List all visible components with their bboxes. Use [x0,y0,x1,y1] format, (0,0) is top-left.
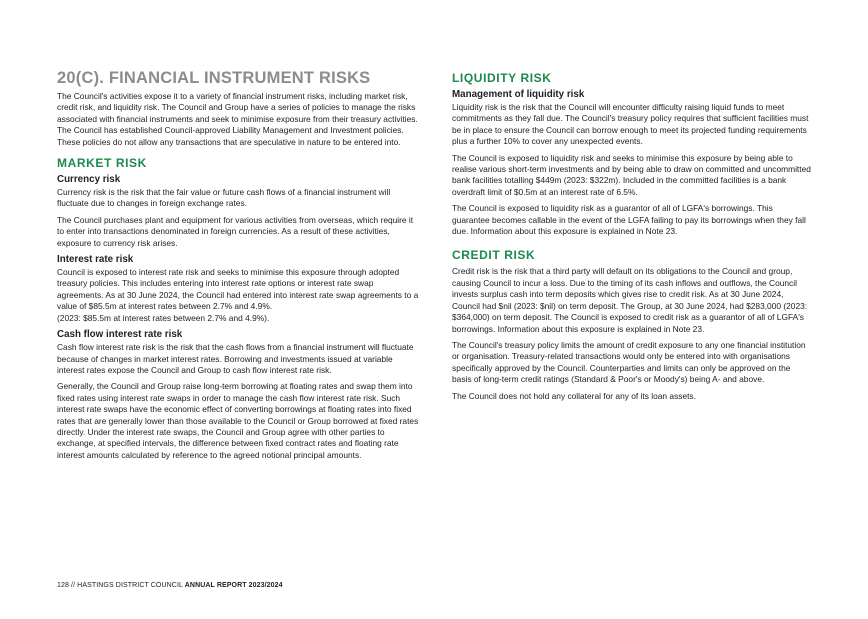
credit-paragraph-1: Credit risk is the risk that a third party will default on its obligations to the Council and group, causing Council to incur a loss. Due to the timing of its cash inflows and outflows, the Council invests surplus cash into term deposits which gives rise to credit risk. As at 30 June 2024, Council had $nil (2023: $nil) on term deposit. The Group, at 30 June 2024, had $283,000 (2023: $364,000) on term deposit. The Council is exposed to credit risk as a guarantor of all of LGFA's borrowings. Information about this exposure is explained in Note 23. [452,266,808,334]
page-footer [57,582,283,589]
footer-page-label: 128 // HASTINGS DISTRICT COUNCIL [57,582,185,589]
credit-paragraph-2: The Council's treasury policy limits the amount of credit exposure to any one financial institution or organisation. Treasury-related transactions would only be entered into with organisations specifically approved by the Council. Counterparties and limits can only be approved on the basis of long-term credit ratings (Standard & Poor's or Moody's) being A- and above. [452,339,806,385]
currency-risk-paragraph-2: The Council purchases plant and equipment for various activities from overseas, which require it to enter into transactions denominated in foreign currencies. As a result of these activities, exposure to currency risk arises. [57,214,414,248]
credit-risk-heading: CREDIT RISK [452,248,536,263]
liquidity-paragraph-2: The Council is exposed to liquidity risk and seeks to minimise this exposure by being able to realise various short-term investments and by being able to draw on committed and uncommitted bank facilities totalling $449m (2023: $322m). Included in the committed facilities is a bank overdraft limit of $0.5m at an interest rate of 6.5%. [452,152,811,197]
cash-flow-risk-heading: Cash flow interest rate risk [57,329,183,341]
right-column [452,68,812,407]
interest-rate-risk-prior-year: (2023: $85.5m at interest rates between 2.7% and 4.9%). [57,312,270,323]
market-risk-heading: MARKET RISK [57,156,147,171]
liquidity-risk-heading: LIQUIDITY RISK [452,71,552,85]
footer-report-title: ANNUAL REPORT 2023/2024 [184,582,283,589]
interest-rate-risk-heading: Interest rate risk [57,254,134,266]
cash-flow-risk-paragraph-2: Generally, the Council and Group raise long-term borrowing at floating rates and swap them into fixed rates using interest rate swaps in order to manage the cash flow interest rate risk. Such interest rate swaps have the economic effect of converting borrowings at floating rates into fixed rates that are generally lower than those available to the Council or Group borrowed at fixed rates directly. Under the interest rate swaps, the Council and Group agree with other parties to exchange, at specified intervals, the difference between fixed contract rates and floating rate interest amounts calculated by reference to the agreed notional principal amounts. [57,381,419,460]
credit-paragraph-3: The Council does not hold any collateral for any of its loan assets. [452,390,696,401]
liquidity-paragraph-1: Liquidity risk is the risk that the Council will encounter difficulty raising liquid funds to meet commitments as they fall due. The Council's treasury policy requires that sufficient facilities must be in place to ensure the Council can borrow enough to meet its projected funding requirements plus a further 10% to cover any unexpected events. [452,102,809,147]
intro-paragraph: The Council's activities expose it to a variety of financial instrument risks, including market risk, credit risk, and liquidity risk. The Council and Group have a series of policies to manage the risks associated with financial instruments and seek to minimise exposure from their treasury activities. The Council has established Council-approved Liability Management and Investment policies. These policies do not allow any transactions that are speculative in nature to be entered into. [57,91,418,147]
currency-risk-heading: Currency risk [57,174,121,186]
liquidity-paragraph-3: The Council is exposed to liquidity risk as a guarantor of all of LGFA's borrowings. This guarantee becomes callable in the event of the LGFA failing to pay its borrowings when they fall due. Information about this exposure is explained in Note 23. [452,203,806,237]
left-column [57,68,419,466]
page-title: 20(C). FINANCIAL INSTRUMENT RISKS [57,69,371,87]
currency-risk-paragraph-1: Currency risk is the risk that the fair value or future cash flows of a financial instrument will fluctuate due to changes in foreign exchange rates. [57,187,391,209]
interest-rate-risk-paragraph: Council is exposed to interest rate risk and seeks to minimise this exposure through adopted treasury policies. This includes entering into interest rate options or interest rate swap agreements. As at 30 June 2024, the Council had entered into interest rate swap agreements to a value of $85.5m at interest rates between 2.7% and 4.9%. [57,267,419,312]
liquidity-management-heading: Management of liquidity risk [452,89,585,100]
cash-flow-risk-paragraph-1: Cash flow interest rate risk is the risk that the cash flows from a financial instrument will fluctuate because of changes in market interest rates. Borrowing and investments issued at variable interest rates expose the Council and Group to cash flow interest rate risk. [57,342,414,375]
